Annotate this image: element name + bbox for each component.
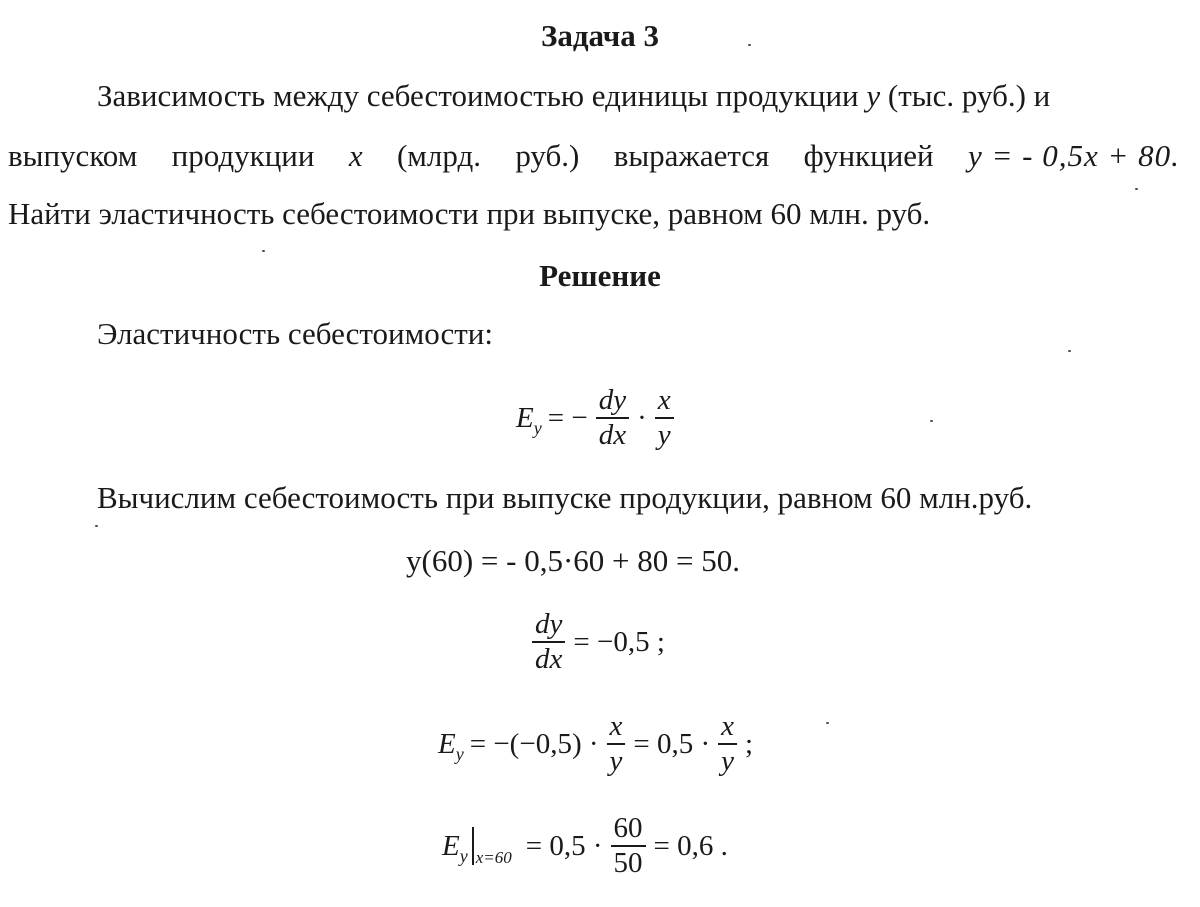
operator: = −(−0,5) · (469, 727, 599, 760)
elasticity-substitution (438, 710, 759, 779)
scan-speck (95, 525, 98, 527)
numerator: x (607, 710, 626, 745)
denominator: y (721, 745, 735, 778)
word: выпуском (8, 138, 138, 173)
result-value: = 0,6 . (653, 829, 728, 862)
subscript: y (459, 845, 468, 866)
numerator: 60 (611, 812, 646, 847)
derivative-fraction (532, 608, 565, 677)
scan-speck (748, 44, 751, 46)
operator: = 0,5 · (633, 727, 711, 760)
derivative-value: = −0,5 ; (573, 625, 665, 658)
task-line-2 (8, 138, 1180, 174)
denominator: 50 (613, 847, 643, 880)
scan-speck (930, 420, 933, 422)
compute-text: Вычислим себестоимость при выпуске продукции, равном 60 млн.руб. (97, 480, 1033, 515)
word: выражается (613, 138, 770, 173)
variable-x: х (348, 138, 363, 173)
elasticity-symbol: E (516, 401, 534, 434)
evaluation-point: x=60 (475, 848, 512, 868)
operator: · (637, 401, 647, 434)
scan-speck (1135, 188, 1138, 190)
subscript: y (533, 417, 542, 438)
elasticity-symbol: E (442, 829, 460, 862)
elasticity-result (442, 812, 734, 881)
denominator: y (609, 745, 623, 778)
calc-line: у(60) = - 0,5·60 + 80 = 50. (406, 543, 740, 578)
task-title: Задача 3 (540, 18, 660, 53)
solution-title: Решение (539, 258, 661, 293)
scan-speck (1068, 350, 1071, 352)
variable-y: у (866, 78, 881, 113)
semicolon: ; (745, 727, 754, 760)
denominator: dx (598, 419, 627, 452)
ratio-fraction (718, 710, 737, 779)
operator: = 0,5 · (525, 829, 603, 862)
solution-intro: Эластичность себестоимости: (97, 316, 494, 351)
task-line-3: Найти эластичность себестоимости при выпуске, равном 60 млн. руб. (8, 196, 931, 231)
numerator: x (655, 384, 674, 419)
elasticity-formula (516, 384, 676, 453)
word: продукции (171, 138, 315, 173)
task-line-1-text: Зависимость между себестоимостью единицы продукции (97, 78, 859, 113)
denominator: dx (535, 643, 563, 676)
subscript: y (455, 743, 464, 764)
scan-speck (262, 250, 265, 252)
denominator: y (657, 419, 671, 452)
derivative-fraction (596, 384, 629, 453)
numerator: dy (596, 384, 629, 419)
value-fraction (611, 812, 646, 881)
cost-function: у = - 0,5х + 80. (967, 138, 1180, 173)
task-line-1 (97, 80, 1050, 111)
task-line-1-tail: (тыс. руб.) и (887, 78, 1051, 113)
numerator: x (718, 710, 737, 745)
evaluation-bar (472, 827, 474, 865)
word: (млрд. (396, 138, 481, 173)
ratio-fraction (655, 384, 674, 453)
numerator: dy (532, 608, 565, 643)
derivative-formula (530, 608, 671, 677)
elasticity-symbol: E (438, 727, 456, 760)
word: функцией (803, 138, 934, 173)
scan-speck (826, 722, 829, 724)
ratio-fraction (607, 710, 626, 779)
word: руб.) (515, 138, 580, 173)
operator: = − (547, 401, 588, 434)
